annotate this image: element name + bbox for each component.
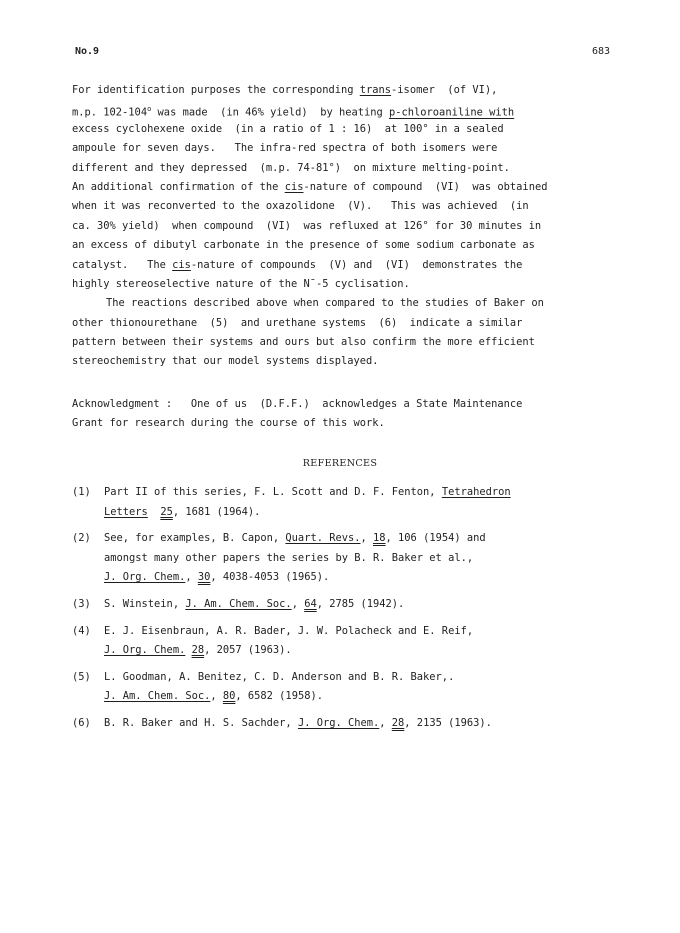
trans-term: trans [359,84,392,96]
reference-number: (5) [72,670,91,683]
text-line: when it was reconverted to the oxazolidone (V). This was achieved (in [72,200,529,213]
body-text [72,81,592,372]
reference-item: (6) B. R. Baker and H. S. Sachder, J. Org. Chem., 28, 2135 (1963). [72,714,602,734]
reference-item: (4) E. J. Eisenbraun, A. R. Bader, J. W. Polacheck and E. Reif, J. Org. Chem. 28, 2057 (1963). [72,622,602,661]
text-line: different and they depressed (m.p. 74-81°) on mixture melting-point. [72,161,510,174]
text-line: For identification purposes the corresponding trans-isomer (of VI), [72,84,498,96]
text-line: stereochemistry that our model systems displayed. [72,355,379,368]
journal-issue-label: No.9 [75,46,100,57]
reference-number: (3) [72,597,91,610]
text-line: other thionourethane (5) and urethane systems (6) indicate a similar [72,316,523,329]
reference-number: (6) [72,716,91,729]
volume-number: 64 [304,597,317,610]
journal-title: J. Org. Chem. [104,644,186,657]
cis-term: cis [284,180,304,193]
text-line: The reactions described above when compared to the studies of Baker on [106,297,544,310]
reference-item: (3) S. Winstein, J. Am. Chem. Soc., 64, 2785 (1942). [72,595,602,615]
text-line: catalyst. The cis-nature of compounds (V) and (VI) demonstrates the [72,258,523,271]
text-line: An additional confirmation of the cis-nature of compound (VI) was obtained [72,180,548,193]
reference-item: (5) L. Goodman, A. Benitez, C. D. Anderson and B. R. Baker,. J. Am. Chem. Soc., 80, 6582 (1958). [72,668,602,707]
chloroaniline-term: p-chloroaniline with [389,106,515,119]
journal-title: J. Org. Chem. [297,716,380,729]
reference-number: (1) [72,486,91,498]
volume-number: 18 [373,532,386,545]
reference-item: (2) See, for examples, B. Capon, Quart. Revs., 18, 106 (1954) and amongst many other papers the series by B. R. Baker et al., J. Org. Chem., 30, 4038-4053 (1965). [72,529,602,588]
text-line: an excess of dibutyl carbonate in the presence of some sodium carbonate as [72,239,535,252]
journal-title: Letters [104,505,148,518]
degree-mark: o [147,105,152,114]
cis-term: cis [172,258,191,271]
journal-title: J. Org. Chem. [104,571,186,584]
acknowledgment-line: Acknowledgment : One of us (D.F.F.) acknowledges a State Maintenance [72,398,523,410]
volume-number: 25 [160,505,173,518]
reference-list [72,483,602,741]
volume-number: 80 [222,690,236,703]
text-line: pattern between their systems and ours but also confirm the more efficient [72,336,535,349]
text-line: highly stereoselective nature of the N¯-5 cyclisation. [72,277,410,290]
page-header [75,46,610,60]
acknowledgment-line: Grant for research during the course of this work. [72,417,385,430]
references-heading: REFERENCES [302,458,378,469]
volume-number: 28 [391,716,405,729]
volume-number: 30 [197,571,211,584]
journal-title: Quart. Revs. [285,532,361,545]
journal-title: Tetrahedron [441,486,511,498]
text-line: ampoule for seven days. The infra-red spectra of both isomers were [72,142,498,155]
text-line: excess cyclohexene oxide (in a ratio of 1 : 16) at 100° in a sealed [72,122,504,135]
reference-number: (2) [72,532,91,545]
reference-item: (1) Part II of this series, F. L. Scott and D. F. Fenton, Tetrahedron Letters 25, 1681 (1964). [72,483,602,522]
journal-title: J. Am. Chem. Soc. [185,597,292,610]
volume-number: 28 [191,644,205,657]
acknowledgment [72,395,592,434]
text-line: m.p. 102-104$^o$ was made (in 46% yield) by heating p-chloroaniline with [72,105,515,119]
reference-number: (4) [72,624,91,637]
journal-title: J. Am. Chem. Soc. [104,690,211,703]
text-line: ca. 30% yield) when compound (VI) was refluxed at 126° for 30 minutes in [72,219,542,232]
page-number: 683 [591,46,610,57]
